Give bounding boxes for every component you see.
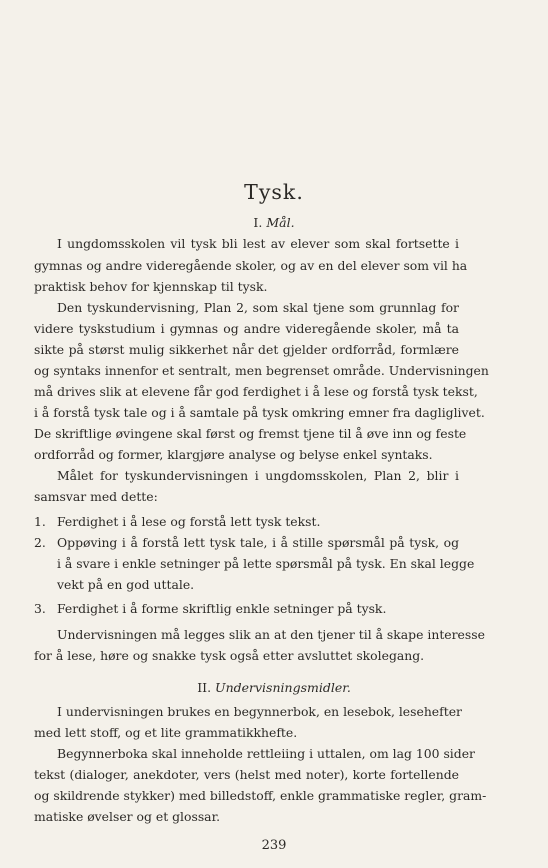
- text-line: praktisk behov for kjennskap til tysk.: [34, 279, 268, 294]
- page-title: Tysk.: [244, 180, 304, 204]
- text-line: tekst (dialoger, anekdoter, vers (helst med noter), korte fortellende: [34, 767, 459, 782]
- text-line: og syntaks innenfor et sentralt, men begrenset område. Undervisningen: [34, 363, 489, 378]
- text-line: Målet for tyskundervisningen i ungdomsskolen, Plan 2, blir i: [57, 468, 459, 483]
- list-number: 3.: [34, 601, 46, 616]
- text-line: I undervisningen brukes en begynnerbok, en lesebok, lesehefter: [57, 704, 462, 719]
- text-line: De skriftlige øvingene skal først og fremst tjene til å øve inn og feste: [34, 426, 467, 441]
- text-line: samsvar med dette:: [34, 489, 158, 504]
- list-item: Ferdighet i å forme skriftlig enkle setninger på tysk.: [57, 601, 387, 616]
- section-title: Undervisningsmidler.: [215, 680, 351, 695]
- text-line: for å lese, høre og snakke tysk også etter avsluttet skolegang.: [34, 648, 425, 663]
- list-item: i å svare i enkle setninger på lette spørsmål på tysk. En skal legge: [57, 556, 475, 571]
- text-line: Den tyskundervisning, Plan 2, som skal tjene som grunnlag for: [57, 300, 459, 315]
- text-line: Begynnerboka skal inneholde rettleiing i uttalen, om lag 100 sider: [57, 746, 475, 761]
- text-line: og skildrende stykker) med billedstoff, enkle grammatiske regler, gram-: [34, 788, 487, 803]
- section-number: I.: [253, 215, 263, 230]
- text-line: må drives slik at elevene får god ferdighet i å lese og forstå tysk tekst,: [34, 384, 478, 399]
- section-title: Mål.: [266, 215, 295, 230]
- text-line: Undervisningen må legges slik an at den tjener til å skape interesse: [57, 627, 485, 642]
- list-number: 2.: [34, 535, 46, 550]
- text-line: ordforråd og former, klargjøre analyse og belyse enkel syntaks.: [34, 447, 433, 462]
- text-line: gymnas og andre videregående skoler, og av en del elever som vil ha: [34, 258, 468, 273]
- section-heading-mal: [0, 215, 548, 230]
- section-heading-undervisningsmidler: [0, 680, 548, 695]
- list-number: 1.: [34, 514, 46, 529]
- section-number: II.: [197, 680, 212, 695]
- text-line: videre tyskstudium i gymnas og andre videregående skoler, må ta: [34, 321, 459, 336]
- list-item: Ferdighet i å lese og forstå lett tysk tekst.: [57, 514, 321, 529]
- text-line: sikte på størst mulig sikkerhet når det gjelder ordforråd, formlære: [34, 342, 459, 357]
- page-number: 239: [261, 838, 287, 853]
- list-item: vekt på en god uttale.: [57, 577, 195, 592]
- list-item: Oppøving i å forstå lett tysk tale, i å stille spørsmål på tysk, og: [57, 535, 459, 550]
- text-line: I ungdomsskolen vil tysk bli lest av elever som skal fortsette i: [57, 236, 459, 251]
- text-line: i å forstå tysk tale og i å samtale på tysk omkring emner fra dagliglivet.: [34, 405, 485, 420]
- text-line: med lett stoff, og et lite grammatikkhefte.: [34, 725, 298, 740]
- text-line: matiske øvelser og et glossar.: [34, 809, 221, 824]
